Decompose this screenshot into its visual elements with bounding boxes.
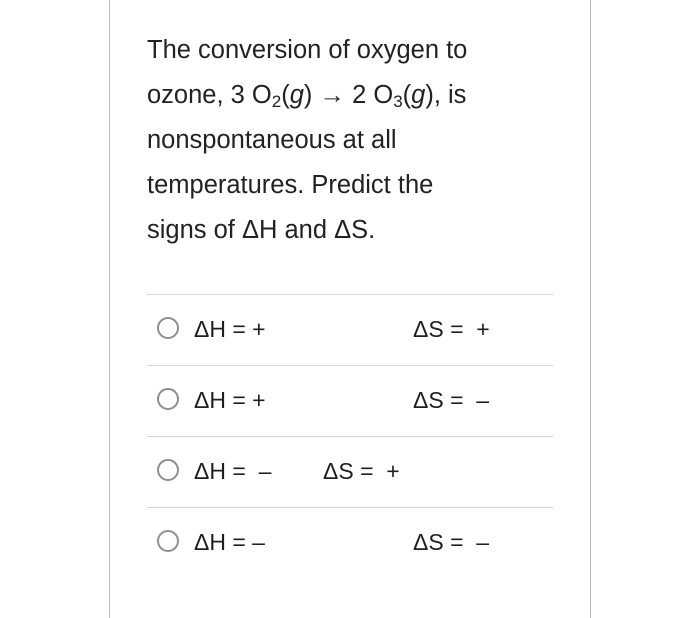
enthalpy-sign: ΔH = – (194, 458, 272, 484)
question-line-1: The conversion of oxygen to (147, 36, 468, 64)
radio-button-icon[interactable] (157, 317, 179, 339)
entropy-sign: ΔS = – (413, 387, 490, 413)
question-text: The conversion of oxygen to ozone, 3 $O_2(g) \to 2$ $O_3(g)$, is nonspontaneous at all temperatures. Predict the signs of ΔH and ΔS. (147, 36, 468, 244)
answer-option-4[interactable] (147, 507, 553, 578)
radio-button-icon[interactable] (157, 388, 179, 410)
phase-gas-2: g (411, 81, 426, 109)
phase-gas-1: g (289, 81, 304, 109)
subscript-2: 2 (271, 92, 282, 111)
question-line-2-start: ozone, 3 O (147, 81, 272, 109)
enthalpy-sign: ΔH = + (194, 316, 266, 342)
entropy-sign: ΔS = + (323, 458, 400, 484)
answer-option-2[interactable] (147, 365, 553, 436)
enthalpy-sign: ΔH = – (194, 529, 265, 555)
question-line-3: nonspontaneous at all (147, 126, 397, 154)
entropy-sign: ΔS = – (413, 529, 490, 555)
question-line-4: temperatures. Predict the (147, 171, 434, 199)
radio-button-icon[interactable] (157, 530, 179, 552)
entropy-sign: ΔS = + (413, 316, 490, 342)
question-line-5: signs of ΔH and ΔS. (147, 216, 376, 244)
radio-button-icon[interactable] (157, 459, 179, 481)
subscript-3: 3 (393, 92, 403, 111)
reaction-arrow: → 2 O (312, 81, 394, 109)
enthalpy-sign: ΔH = + (194, 387, 266, 413)
question-line-2-end: , is (433, 81, 467, 109)
answer-options (147, 294, 553, 578)
answer-option-1[interactable] (147, 294, 553, 365)
answer-option-3[interactable] (147, 436, 553, 507)
